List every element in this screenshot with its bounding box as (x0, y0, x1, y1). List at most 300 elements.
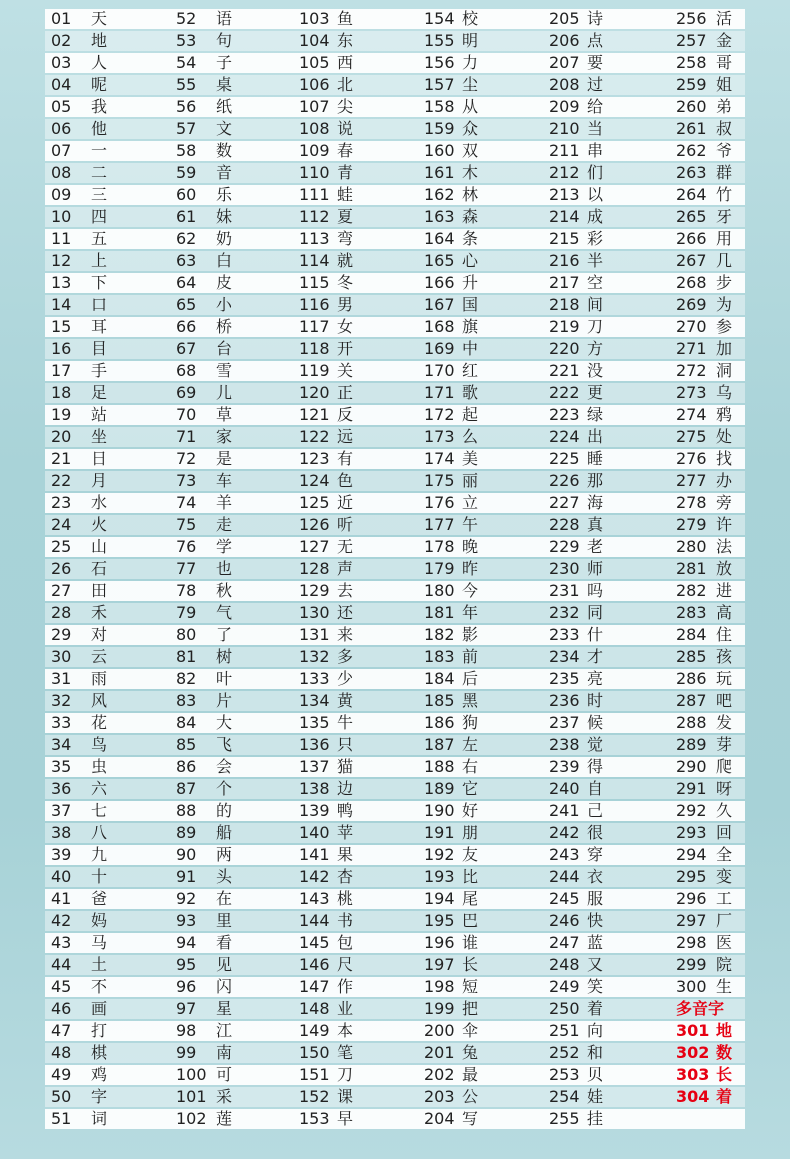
character-entry (549, 977, 603, 997)
entry-character: 海 (587, 493, 604, 512)
character-entry (176, 317, 232, 337)
entry-character: 蛙 (337, 185, 354, 204)
entry-number: 184 (424, 669, 455, 688)
entry-number: 256 (676, 9, 707, 28)
character-entry (51, 603, 107, 623)
entry-character: 听 (337, 515, 354, 534)
entry-number: 107 (299, 97, 330, 116)
character-entry (51, 999, 107, 1019)
entry-character: 笑 (587, 977, 604, 996)
entry-character: 爸 (91, 889, 108, 908)
character-entry (299, 31, 353, 51)
character-entry (549, 889, 603, 909)
character-entry (549, 955, 603, 975)
entry-number: 162 (424, 185, 455, 204)
character-entry (676, 647, 732, 667)
entry-number: 188 (424, 757, 455, 776)
entry-number: 126 (299, 515, 330, 534)
character-entry (176, 537, 232, 557)
character-entry (299, 823, 353, 843)
character-entry (549, 119, 603, 139)
character-entry (549, 515, 603, 535)
entry-number: 258 (676, 53, 707, 72)
character-entry (299, 405, 353, 425)
entry-character: 字 (91, 1087, 108, 1106)
entry-character: 三 (91, 185, 108, 204)
character-entry (424, 251, 478, 271)
entry-number: 82 (176, 669, 197, 688)
entry-character: 给 (587, 97, 604, 116)
entry-number: 135 (299, 713, 330, 732)
character-entry (299, 361, 353, 381)
entry-number: 233 (549, 625, 580, 644)
entry-character: 服 (587, 889, 604, 908)
table-row (45, 911, 745, 931)
character-entry (176, 669, 232, 689)
entry-character: 风 (91, 691, 108, 710)
entry-character: 青 (337, 163, 354, 182)
character-entry (299, 119, 353, 139)
entry-number: 29 (51, 625, 72, 644)
character-entry (424, 273, 478, 293)
character-entry (51, 1021, 107, 1041)
character-entry (424, 647, 478, 667)
entry-number: 87 (176, 779, 197, 798)
entry-number: 299 (676, 955, 707, 974)
entry-number: 53 (176, 31, 197, 50)
table-row (45, 1043, 745, 1063)
table-row (45, 779, 745, 799)
character-entry (51, 185, 107, 205)
entry-number: 166 (424, 273, 455, 292)
entry-number: 242 (549, 823, 580, 842)
entry-number: 19 (51, 405, 72, 424)
character-entry (676, 295, 732, 315)
character-entry (424, 867, 478, 887)
entry-number: 248 (549, 955, 580, 974)
table-row (45, 163, 745, 183)
entry-character: 蓝 (587, 933, 604, 952)
entry-character: 姐 (716, 75, 733, 94)
table-row (45, 955, 745, 975)
table-row (45, 251, 745, 271)
entry-character: 包 (337, 933, 354, 952)
entry-character: 猫 (337, 757, 354, 776)
entry-number: 62 (176, 229, 197, 248)
entry-character: 了 (216, 625, 233, 644)
character-entry (424, 449, 478, 469)
entry-character: 爷 (716, 141, 733, 160)
entry-number: 245 (549, 889, 580, 908)
character-entry (676, 361, 732, 381)
character-entry (549, 933, 603, 953)
character-entry (424, 691, 478, 711)
character-entry (424, 911, 478, 931)
entry-character: 叶 (216, 669, 233, 688)
entry-number: 190 (424, 801, 455, 820)
entry-number: 147 (299, 977, 330, 996)
character-entry (51, 1043, 107, 1063)
entry-character: 睡 (587, 449, 604, 468)
character-entry (676, 207, 732, 227)
entry-character: 立 (462, 493, 479, 512)
entry-character: 得 (587, 757, 604, 776)
entry-number: 67 (176, 339, 197, 358)
entry-number: 64 (176, 273, 197, 292)
entry-number: 06 (51, 119, 72, 138)
character-entry (424, 31, 478, 51)
entry-number: 174 (424, 449, 455, 468)
character-entry (51, 823, 107, 843)
entry-character: 在 (216, 889, 233, 908)
entry-character: 雪 (216, 361, 233, 380)
entry-number: 230 (549, 559, 580, 578)
entry-character: 比 (462, 867, 479, 886)
character-entry (549, 493, 603, 513)
entry-number: 50 (51, 1087, 72, 1106)
entry-number: 122 (299, 427, 330, 446)
character-entry (424, 207, 478, 227)
entry-character: 更 (587, 383, 604, 402)
entry-number: 301 (676, 1021, 710, 1040)
entry-number: 26 (51, 559, 72, 578)
character-entry (676, 757, 732, 777)
entry-character: 土 (91, 955, 108, 974)
entry-character: 爬 (716, 757, 733, 776)
entry-number: 77 (176, 559, 197, 578)
entry-number: 104 (299, 31, 330, 50)
entry-number: 294 (676, 845, 707, 864)
entry-number: 130 (299, 603, 330, 622)
entry-number: 259 (676, 75, 707, 94)
table-row (45, 427, 745, 447)
entry-character: 见 (216, 955, 233, 974)
character-entry (549, 9, 603, 29)
entry-number: 100 (176, 1065, 207, 1084)
entry-number: 239 (549, 757, 580, 776)
entry-character: 花 (91, 713, 108, 732)
entry-number: 273 (676, 383, 707, 402)
entry-character: 关 (337, 361, 354, 380)
character-entry (51, 889, 107, 909)
entry-character: 鸡 (91, 1065, 108, 1084)
entry-character: 们 (587, 163, 604, 182)
entry-character: 片 (216, 691, 233, 710)
entry-number: 79 (176, 603, 197, 622)
character-entry (299, 163, 353, 183)
entry-number: 246 (549, 911, 580, 930)
entry-number: 74 (176, 493, 197, 512)
character-entry (676, 691, 732, 711)
character-entry (176, 911, 232, 931)
entry-character: 着 (716, 1087, 733, 1106)
entry-character: 桌 (216, 75, 233, 94)
entry-character: 有 (337, 449, 354, 468)
entry-number: 68 (176, 361, 197, 380)
character-entry (299, 647, 353, 667)
character-entry (424, 1021, 478, 1041)
entry-character: 远 (337, 427, 354, 446)
entry-character: 许 (716, 515, 733, 534)
entry-number: 171 (424, 383, 455, 402)
entry-character: 步 (716, 273, 733, 292)
entry-number: 282 (676, 581, 707, 600)
character-entry (299, 295, 353, 315)
entry-character: 来 (337, 625, 354, 644)
entry-character: 木 (462, 163, 479, 182)
table-row (45, 339, 745, 359)
character-entry (424, 977, 478, 997)
entry-character: 船 (216, 823, 233, 842)
character-entry (424, 955, 478, 975)
entry-number: 291 (676, 779, 707, 798)
entry-number: 55 (176, 75, 197, 94)
entry-character: 尺 (337, 955, 354, 974)
entry-number: 183 (424, 647, 455, 666)
character-entry (676, 823, 732, 843)
entry-number: 210 (549, 119, 580, 138)
entry-character: 边 (337, 779, 354, 798)
character-entry (299, 977, 353, 997)
entry-character: 短 (462, 977, 479, 996)
entry-number: 203 (424, 1087, 455, 1106)
table-row (45, 1087, 745, 1107)
entry-character: 四 (91, 207, 108, 226)
character-entry (424, 603, 478, 623)
entry-number: 133 (299, 669, 330, 688)
entry-character: 回 (716, 823, 733, 842)
entry-number: 118 (299, 339, 330, 358)
entry-character: 今 (462, 581, 479, 600)
entry-number: 268 (676, 273, 707, 292)
character-entry (676, 559, 732, 579)
entry-number: 142 (299, 867, 330, 886)
character-entry (424, 669, 478, 689)
character-entry (176, 691, 232, 711)
character-entry (176, 427, 232, 447)
entry-character: 也 (216, 559, 233, 578)
entry-number: 177 (424, 515, 455, 534)
entry-number: 270 (676, 317, 707, 336)
character-entry (299, 515, 353, 535)
character-entry (299, 911, 353, 931)
entry-character: 桃 (337, 889, 354, 908)
entry-character: 中 (462, 339, 479, 358)
character-entry (299, 449, 353, 469)
entry-character: 果 (337, 845, 354, 864)
entry-character: 莲 (216, 1109, 233, 1128)
character-entry (51, 625, 107, 645)
character-entry (51, 1065, 107, 1085)
character-entry (676, 537, 732, 557)
entry-number: 80 (176, 625, 197, 644)
entry-number: 36 (51, 779, 72, 798)
entry-number: 49 (51, 1065, 72, 1084)
entry-character: 江 (216, 1021, 233, 1040)
character-entry (549, 383, 603, 403)
entry-character: 才 (587, 647, 604, 666)
character-entry (51, 647, 107, 667)
entry-character: 友 (462, 845, 479, 864)
entry-number: 191 (424, 823, 455, 842)
entry-character: 去 (337, 581, 354, 600)
table-row (45, 691, 745, 711)
entry-number: 93 (176, 911, 197, 930)
character-entry (51, 229, 107, 249)
entry-number: 12 (51, 251, 72, 270)
character-entry (299, 779, 353, 799)
entry-character: 挂 (587, 1109, 604, 1128)
entry-character: 长 (462, 955, 479, 974)
entry-character: 心 (462, 251, 479, 270)
entry-character: 采 (216, 1087, 233, 1106)
entry-number: 284 (676, 625, 707, 644)
entry-number: 88 (176, 801, 197, 820)
character-entry (176, 515, 232, 535)
character-entry (549, 537, 603, 557)
entry-character: 飞 (216, 735, 233, 754)
character-entry (299, 9, 353, 29)
entry-character: 男 (337, 295, 354, 314)
character-entry (299, 97, 353, 117)
entry-number: 71 (176, 427, 197, 446)
entry-character: 尾 (462, 889, 479, 908)
entry-character: 八 (91, 823, 108, 842)
polyphonic-entry (676, 1021, 732, 1041)
character-entry (299, 933, 353, 953)
entry-character: 孩 (716, 647, 733, 666)
character-entry (176, 999, 232, 1019)
character-entry (176, 163, 232, 183)
entry-number: 201 (424, 1043, 455, 1062)
entry-character: 头 (216, 867, 233, 886)
entry-character: 小 (216, 295, 233, 314)
entry-character: 参 (716, 317, 733, 336)
entry-character: 叔 (716, 119, 733, 138)
character-entry (176, 1065, 232, 1085)
entry-character: 师 (587, 559, 604, 578)
entry-number: 161 (424, 163, 455, 182)
entry-number: 140 (299, 823, 330, 842)
entry-number: 59 (176, 163, 197, 182)
entry-number: 255 (549, 1109, 580, 1128)
entry-number: 267 (676, 251, 707, 270)
entry-number: 176 (424, 493, 455, 512)
character-entry (549, 53, 603, 73)
entry-character: 从 (462, 97, 479, 116)
character-entry (424, 1087, 478, 1107)
character-entry (549, 229, 603, 249)
character-entry (51, 119, 107, 139)
character-entry (676, 933, 732, 953)
entry-number: 144 (299, 911, 330, 930)
entry-number: 180 (424, 581, 455, 600)
entry-number: 86 (176, 757, 197, 776)
entry-number: 283 (676, 603, 707, 622)
table-row (45, 405, 745, 425)
entry-character: 水 (91, 493, 108, 512)
character-entry (424, 383, 478, 403)
character-entry (424, 361, 478, 381)
character-entry (51, 449, 107, 469)
table-row (45, 141, 745, 161)
entry-number: 156 (424, 53, 455, 72)
entry-character: 音 (216, 163, 233, 182)
entry-character: 文 (216, 119, 233, 138)
character-entry (676, 889, 732, 909)
character-entry (176, 75, 232, 95)
entry-number: 219 (549, 317, 580, 336)
character-entry (176, 977, 232, 997)
entry-character: 早 (337, 1109, 354, 1128)
entry-character: 伞 (462, 1021, 479, 1040)
entry-number: 241 (549, 801, 580, 820)
entry-character: 站 (91, 405, 108, 424)
entry-number: 232 (549, 603, 580, 622)
entry-character: 众 (462, 119, 479, 138)
character-entry (176, 339, 232, 359)
table-row (45, 471, 745, 491)
entry-character: 二 (91, 163, 108, 182)
entry-number: 286 (676, 669, 707, 688)
character-entry (51, 911, 107, 931)
entry-number: 228 (549, 515, 580, 534)
polyphonic-title (676, 999, 724, 1019)
table-row (45, 757, 745, 777)
character-entry (549, 273, 603, 293)
entry-character: 厂 (716, 911, 733, 930)
character-entry (176, 383, 232, 403)
entry-number: 281 (676, 559, 707, 578)
table-row (45, 75, 745, 95)
entry-character: 和 (587, 1043, 604, 1062)
entry-number: 115 (299, 273, 330, 292)
entry-character: 牙 (716, 207, 733, 226)
entry-number: 40 (51, 867, 72, 886)
entry-number: 143 (299, 889, 330, 908)
entry-character: 就 (337, 251, 354, 270)
character-entry (549, 581, 603, 601)
entry-number: 38 (51, 823, 72, 842)
entry-character: 地 (91, 31, 108, 50)
entry-number: 99 (176, 1043, 197, 1062)
entry-number: 72 (176, 449, 197, 468)
character-entry (51, 383, 107, 403)
entry-number: 27 (51, 581, 72, 600)
entry-number: 35 (51, 757, 72, 776)
character-entry (424, 581, 478, 601)
character-entry (299, 53, 353, 73)
character-entry (299, 691, 353, 711)
entry-character: 真 (587, 515, 604, 534)
character-entry (549, 1109, 603, 1129)
character-entry (176, 735, 232, 755)
entry-character: 业 (337, 999, 354, 1018)
table-row (45, 515, 745, 535)
character-entry (549, 757, 603, 777)
entry-character: 诗 (587, 9, 604, 28)
character-entry (676, 75, 732, 95)
entry-number: 300 (676, 977, 707, 996)
entry-character: 当 (587, 119, 604, 138)
character-entry (676, 977, 732, 997)
entry-character: 南 (216, 1043, 233, 1062)
character-entry (176, 229, 232, 249)
entry-character: 法 (716, 537, 733, 556)
entry-number: 155 (424, 31, 455, 50)
entry-number: 48 (51, 1043, 72, 1062)
table-row (45, 1065, 745, 1085)
